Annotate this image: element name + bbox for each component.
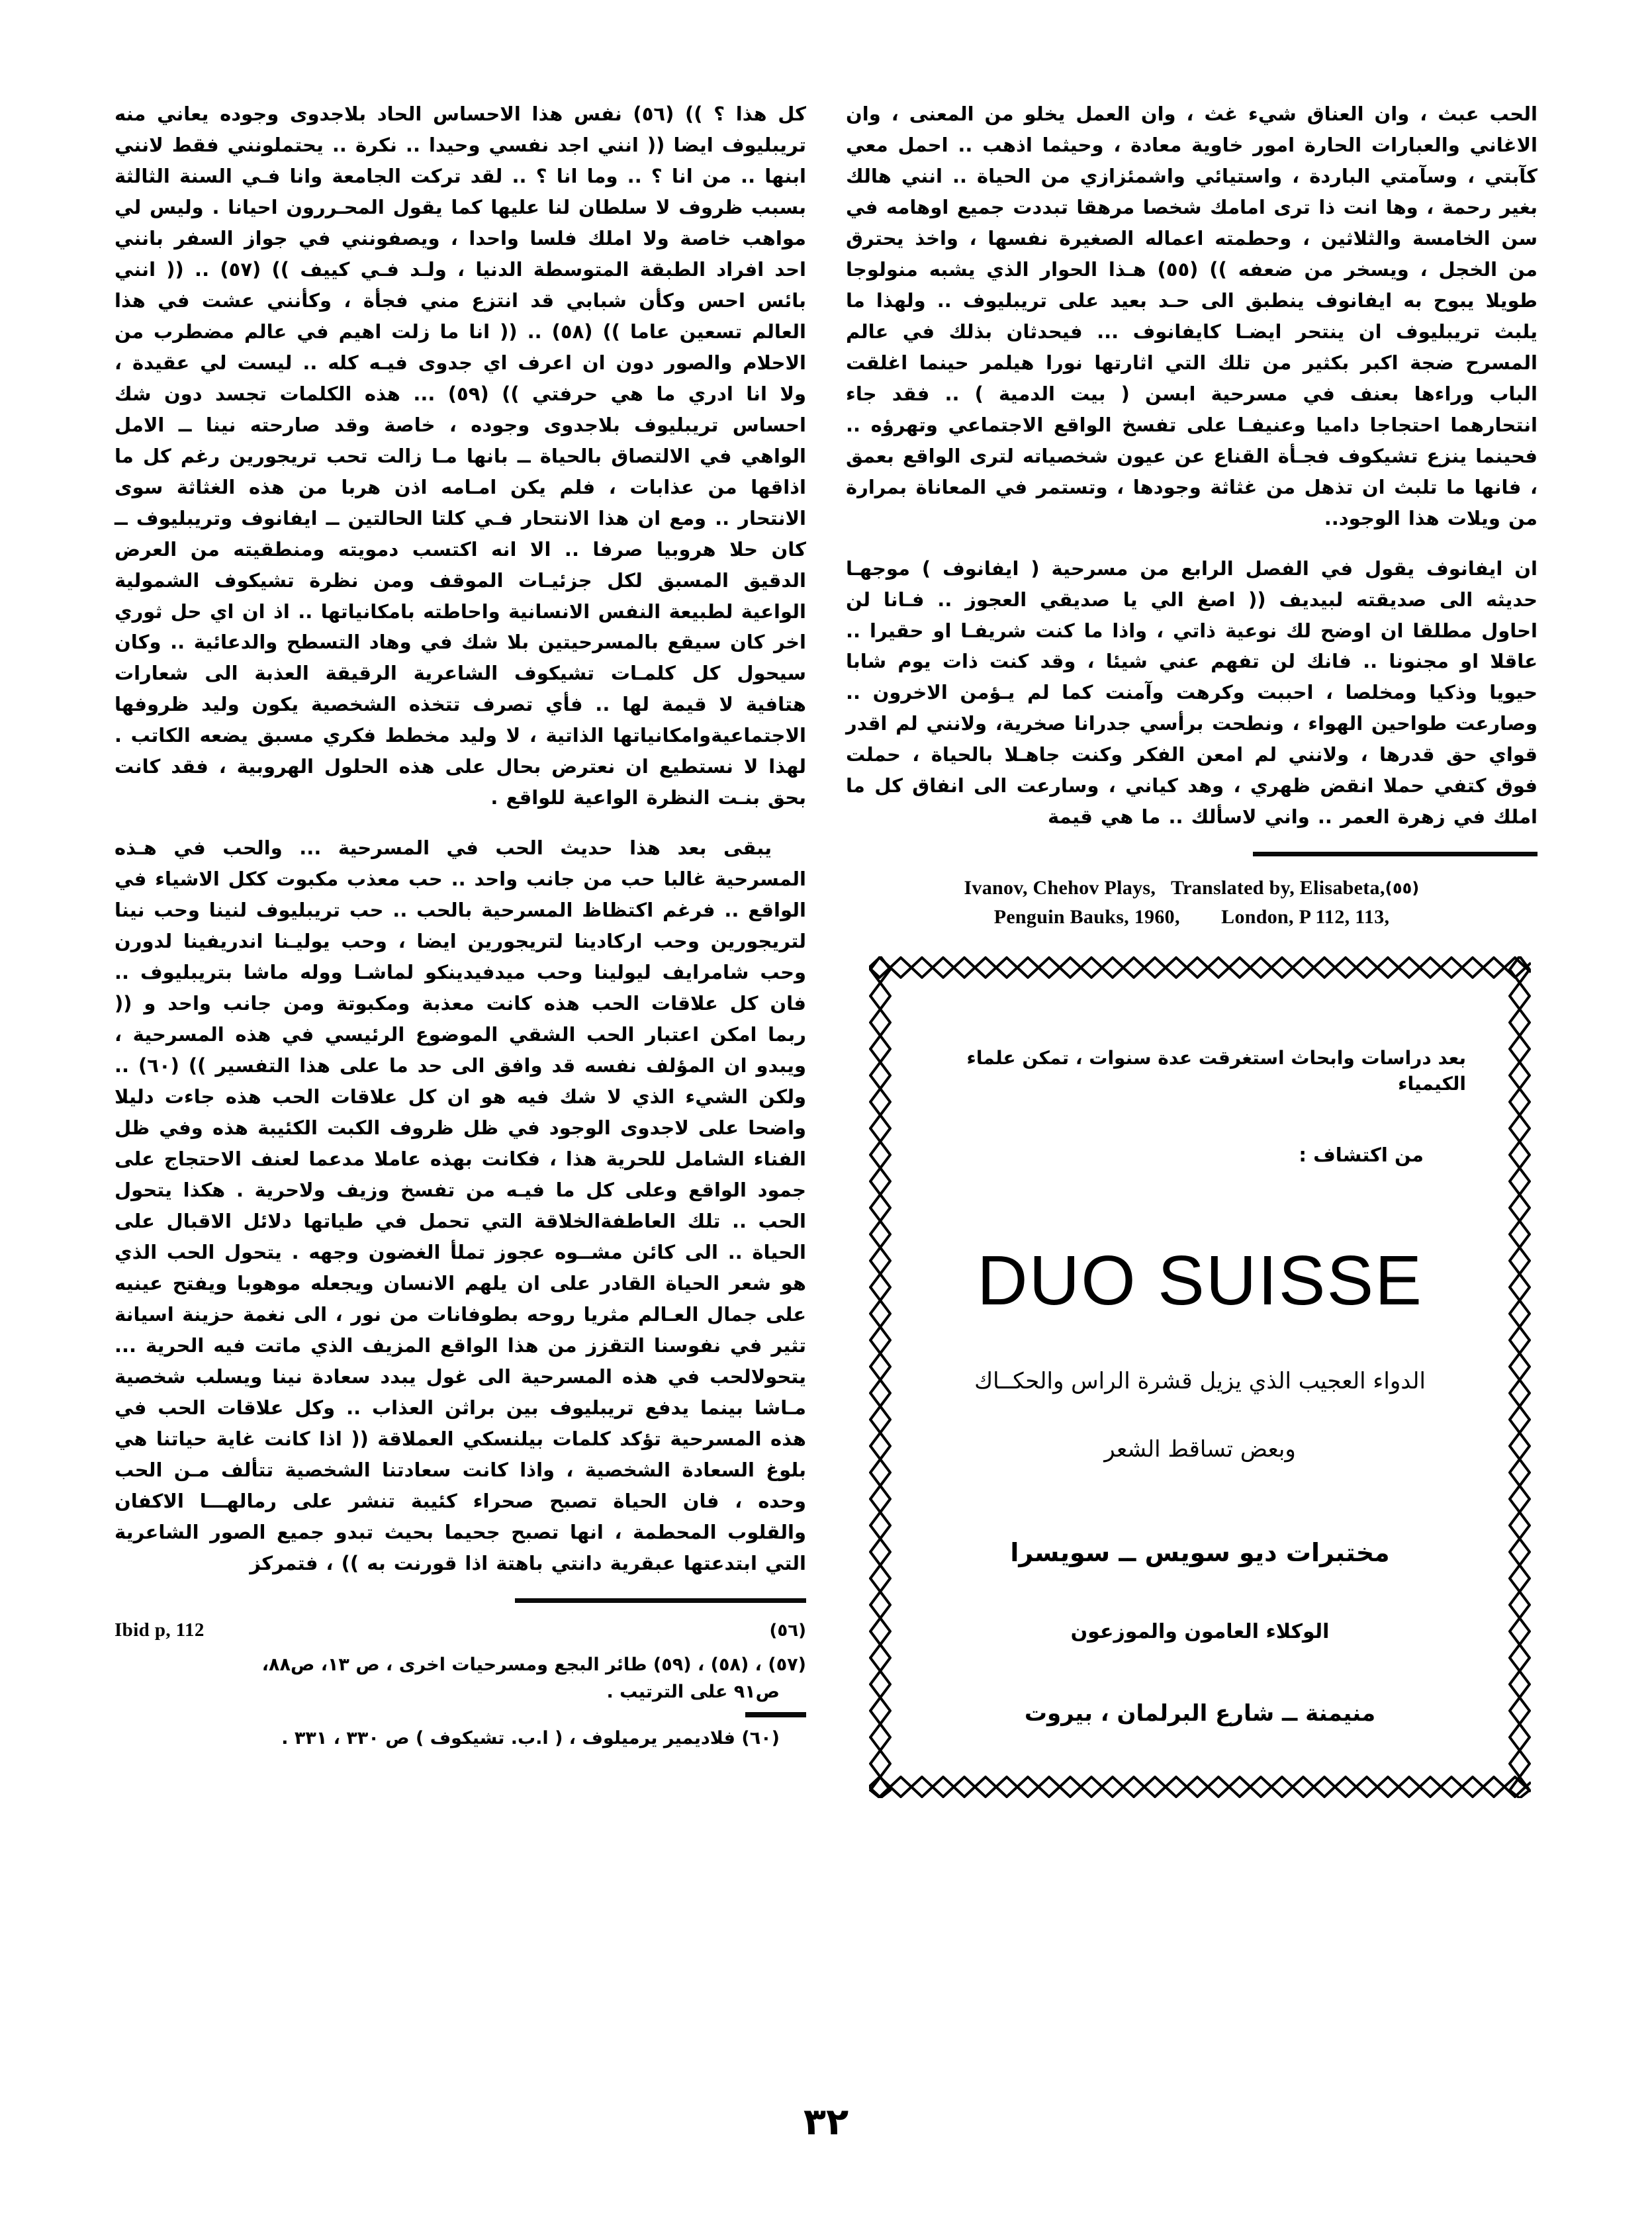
footnote-57-59-continued: ص٩١ على الترتيب .: [606, 1681, 780, 1702]
ad-description-line-1: الدواء العجيب الذي يزيل قشرة الراس والحكــاك: [974, 1367, 1426, 1394]
advertisement: [869, 956, 1531, 1798]
two-column-layout: [0, 79, 1652, 2038]
citation-line-2: Penguin Bauks, 1960, London, P 112, 113,: [993, 905, 1390, 928]
ornamental-border-left-icon: [869, 956, 892, 1798]
ornamental-border-right-icon: [1508, 956, 1531, 1798]
right-paragraph-1: الحب عبث ، وان العناق شيء غث ، وان العمل يخلو من المعنى ، وان الاغاني والعبارات الحارة امور خاوية معادة ، وحيثما اذهب .. احمل معي كآبتي ، وسآمتي الباردة ، واستيائي واشمئزازي من الحياة .. انني هالك بغير رحمة ، وها انت ذا ترى امامك شخصا مرهقا تبددت جميع اوهامه في سن الخامسة والثلاثين ، وحطمته اعماله الصغيرة نفسها ، واخذ يحترق من الخجل ، ويسخر من ضعفه )) (٥٥) هـذا الحوار الذي يشبه منولوجا طويلا يبوح به ايفانوف ينطبق الى حـد بعيد على تريبليوف .. ولهذا ما يلبث تريبليوف ان ينتحر ايضـا كايفانوف ... فيحدثان بذلك في عالم المسرح ضجة اكبر بكثير من تلك التي اثارتها نورا هيلمر حينما اغلقت الباب وراءها بعنف في مسرحية ابسن ( بيت الدمية ) .. فقد جاء انتحارهما احتجاجا داميا وعنيفـا على تفسخ الواقع الاجتماعي وتهرؤه .. فحينما ينزع تشيكوف فجـأة القناع عن عيون شخصياته لترى الواقع بعمق ، فانها ما تلبث ان تذهل من غثاثة وجودها ، وتستمر في المعاناة بمرارة من ويلات هذا الوجود..: [846, 103, 1537, 529]
ad-lead-text: بعد دراسات وابحاث استغرقت عدة سنوات ، تمكن علماء الكيمياء: [966, 1047, 1466, 1095]
footnote-small-rule: [745, 1712, 806, 1717]
citation-line-1: Ivanov, Chehov Plays, Translated by, Elisabeta,(٥٥): [964, 877, 1420, 899]
footnote-56-row: [115, 1616, 806, 1645]
ornamental-border-top-icon: [869, 956, 1531, 979]
page-number: ٣٢: [803, 2101, 849, 2144]
footnote-block: [115, 1616, 806, 1752]
english-citation: [846, 874, 1537, 931]
left-text-column: [115, 79, 806, 2038]
ad-laboratories: مختبرات ديو سويس ــ سويسرا: [1010, 1537, 1390, 1567]
ad-address: منيمنة ــ شارع البرلمان ، بيروت: [1024, 1700, 1376, 1727]
left-paragraph-1: كل هذا ؟ )) (٥٦) نفس هذا الاحساس الحاد بلاجدوى وجوده يعاني منه تريبليوف ايضا (( انني اجد نفسي وحيدا .. نكرة .. يحتملونني فقط لانني ابنها .. من انا ؟ .. وما انا ؟ .. لقد تركت الجامعة وانا فـي السنة الثالثة بسبب ظروف لا سلطان لنا عليها كما يقول المحـررون احيانا . وليس لي مواهب خاصة ولا املك فلسا واحدا ، ويصفونني في جواز السفر بانني احد افراد الطبقة المتوسطة الدنيا ، ولـد فـي كييف )) (٥٧) .. (( انني بائس احس وكأن شبابي قد انتزع مني فجأة ، وكأنني عشت في هذا العالم تسعين عاما )) (٥٨) .. (( انا ما زلت اهيم في عالم مضطرب من الاحلام والصور دون ان اعرف اي جدوى فيـه كله .. ليست لي عقيدة ، ولا انا ادري ما هي حرفتي )) (٥٩) ... هذه الكلمات تجسد دون شك احساس تريبليوف بلاجدوى وجوده ، خاصة وقد صارحته نينا ــ الامل الواهي في الالتصاق بالحياة ــ بانها مـا زالت تحب تريجورين رغم كل ما اذاقها من عذابات ، فلم يكن امـامه اذن هربا من هذه الغثاثة سوى الانتحار .. ومع ان هذا الانتحار فـي كلتا الحالتين ــ ايفانوف وتريبليوف ــ كان حلا هروبيا صرفا .. الا انه اكتسب دمويته ومنطقيته من العرض الدقيق المسبق لكل جزئيـات الموقف ومن نظرة تشيكوف الشمولية الواعية لطبيعة النفس الانسانية واحاطته بامكانياتها .. اذ ان اي حل ثوري اخر كان سيقع بالمسرحيتين بلا شك في وهاد التسطح والدعائية .. وكان سيحول كل كلمـات تشيكوف الشاعرية الرقيقة العذبة الى شعارات هتافية لا قيمة لها .. فأي تصرف تتخذه الشخصية يكون وليد ظروفها الاجتماعيةوامكانياتها الذاتية ، لا وليد مخطط فكري مسبق يضعه الكاتب . لهذا لا نستطيع ان نعترض بحال على هذه الحلول الهروبية ، فقد كانت بحق بنـت النظرة الواعية للواقع .: [115, 103, 807, 809]
footnote-56-number: (٥٦): [769, 1620, 806, 1641]
ad-description-line-2: وبعض تساقط الشعر: [1104, 1435, 1296, 1463]
footnote-57-59-text: (٥٧) ، (٥٨) ، (٥٩) طائر البجع ومسرحيات اخرى ، ص ١٣، ص٨٨،: [261, 1655, 806, 1676]
right-paragraph-2: ان ايفانوف يقول في الفصل الرابع من مسرحية ( ايفانوف ) موجهـا حديثه الى صديقته لبيديف (( اصغ الي يا صديقي العجوز .. فـانا لن احاول مطلقا ان اوضح لك نوعية ذاتي ، واذا ما كنت شريفـا او حقيرا .. عاقلا او مجنونا .. فانك لن تفهم عني شيئا ، وقد كنت ذات يوم شابا حيويا وذكيا ومخلصا ، احببت وكرهت وآمنت كما لم يـؤمن الاخرون .. وصارعت طواحين الهواء ، ونطحت برأسي جدرانا صخرية، ولانني لم اقدر قواي حق قدرها ، ولانني لم امعن الفكر وكنت جاهـلا بالحياة ، حملت فوق كتفي حملا انقض ظهري ، وهد كياني ، وسارعت الى انفاق كل ما املك في زهرة العمر .. واني لاسألك .. ما هي قيمة: [846, 557, 1537, 829]
left-footnote-divider-rule: [515, 1598, 806, 1603]
right-text-column: [846, 79, 1537, 2038]
advertisement-box: [869, 956, 1531, 1798]
ad-brand-name: DUO SUISSE: [977, 1241, 1423, 1320]
footnote-60-text: (٦٠) فلاديمير يرميلوف ، ( ا.ب. تشيكوف ) ص ٣٣٠ ، ٣٣١ .: [281, 1728, 780, 1749]
citation-note-number: (٥٥): [1385, 879, 1420, 898]
ad-from-label: من اكتشاف :: [1299, 1143, 1424, 1166]
left-paragraph-2: يبقى بعد هذا حديث الحب في المسرحية ... والحب في هـذه المسرحية غالبا حب من جانب واحد .. حب معذب مكبوت ككل الاشياء في الواقع .. فرغم اكتظاظ المسرحية بالحب .. حب تريبليوف لنينا وحب نينا لتريجورين وحب اركادينا لتريجورين ايضا ، وحب يوليـنا اندريفينا لدورن وحب شامرايف ليولينا وحب ميدفيدينكو لماشـا ووله ماشا بتريبليوف .. فان كل علاقات الحب هذه كانت معذبة ومكبوتة ومن جانب واحد و (( ربما امكن اعتبار الحب الشقي الموضوع الرئيسي في هذه المسرحية ، ويبدو ان المؤلف نفسه قد وافق الى حد ما على هذا التفسير )) (٦٠) .. ولكن الشيء الذي لا شك فيه هو ان كل علاقات الحب هذه جاءت دليلا واضحا على لاجدوى الوجود في ظل ظروف الكبت الكئيبة هذه وفي ظل الفناء الشامل للحرية هذا ، فكانت بهذه عاملا مدعما لعنف الاحتجاج على جمود الواقع وعلى كل ما فيـه من تفسخ وزيف ولاحرية . هكذا يتحول الحب .. تلك العاطفةالخلاقة التي تحمل في طياتها دلائل الاقبال على الحياة .. الى كائن مشــوه عجوز تملأ الغضون وجهه . يتحول الحب الذي هو شعر الحياة القادر على ان يلهم الانسان ويجعله موهوبا ويفتح عينيه على جمال العـالم مثريا روحه بطوفانات من نور ، الى نغمة حزينة اسيانة تثير في نفوسنا التقزز من هذا الواقع المزيف الذي ماتت فيه الحرية ... يتحولالحب في هذه المسرحية الى غول يبدد سعادة نينا ويسلب شخصية مـاشا بينما يدفع تريبليوف بين براثن العذاب .. وكل علاقات الحب في هذه المسرحية تؤكد كلمات بيلنسكي العملاقة (( اذا كانت غاية حياتنا هي بلوغ السعادة الشخصية ، واذا كانت سعادتنا الشخصية تتألف مـن الحب وحده ، فان الحياة تصبح صحراء كئيبة تنشر على رمالهـــا الاكفان والقلوب المحطمة ، انها تصبح جحيما بحيث تبدو جميع الصور الشاعرية التي ابتدعتها عبقرية دانتي باهتة اذا قورنت به )) ، فتمركز: [115, 837, 806, 1574]
advertisement-content: [895, 987, 1504, 1752]
ornamental-border-bottom-icon: [869, 1776, 1531, 1798]
ad-agents-label: الوكلاء العامون والموزعون: [1070, 1619, 1330, 1643]
footnote-divider-rule: [1253, 852, 1537, 856]
footnote-56-ibid: Ibid p, 112: [115, 1619, 205, 1641]
